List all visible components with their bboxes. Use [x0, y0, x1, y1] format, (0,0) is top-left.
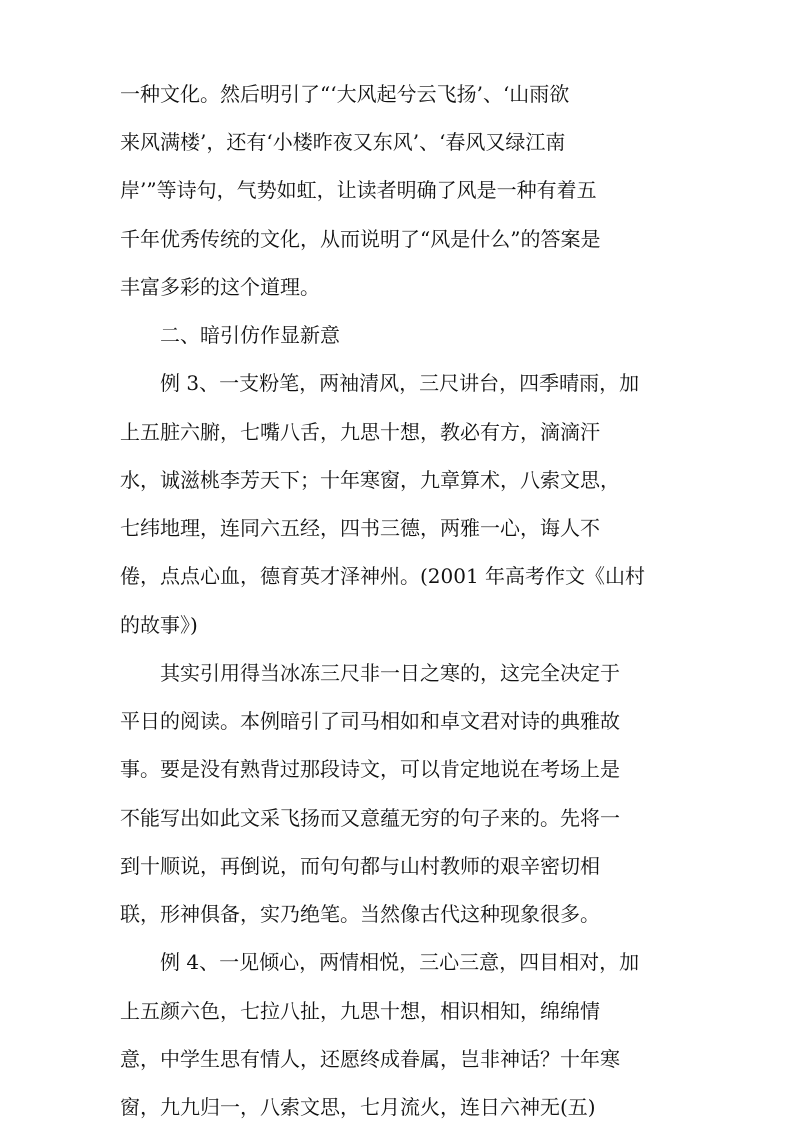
text-line: 其实引用得当冰冻三尺非一日之寒的，这完全决定于: [120, 660, 620, 685]
text-line: 水，诚滋桃李芳天下；十年寒窗，九章算术，八索文思，: [120, 467, 620, 492]
text-line: 平日的阅读。本例暗引了司马相如和卓文君对诗的典雅故: [120, 709, 620, 734]
text-line: 来风满楼’，还有‘小楼昨夜又东风’、‘春风又绿江南: [120, 130, 566, 155]
text-line: 事。要是没有熟背过那段诗文，可以肯定地说在考场上是: [120, 757, 620, 782]
text-line: 不能写出如此文采飞扬而又意蕴无穷的句子来的。先将一: [120, 805, 620, 830]
text-line: 的故事》): [120, 612, 198, 637]
text-line: 七纬地理，连同六五经，四书三德，两雅一心，诲人不: [120, 516, 600, 541]
text-line: 一种文化。然后明引了“‘大风起兮云飞扬’、‘山雨欲: [120, 82, 570, 106]
text-line: 千年优秀传统的文化，从而说明了“风是什么”的答案是: [120, 226, 601, 251]
text-line: 到十顺说，再倒说，而句句都与山村教师的艰辛密切相: [120, 853, 600, 878]
text-line: 上五颜六色，七拉八扯，九思十想，相识相知，绵绵情: [120, 998, 600, 1023]
text-line: 例 3、一支粉笔，两袖清风，三尺讲台，四季晴雨，加: [120, 371, 640, 396]
section-heading: 二、暗引仿作显新意: [120, 323, 340, 348]
text-line: 丰富多彩的这个道理。: [120, 274, 320, 299]
text-line: 岸’”等诗句，气势如虹，让读者明确了风是一种有着五: [120, 178, 597, 203]
text-line: 上五脏六腑，七嘴八舌，九思十想，教必有方，滴滴汗: [120, 419, 600, 444]
text-line: 例 4、一见倾心，两情相悦，三心三意，四目相对，加: [120, 950, 640, 975]
text-line: 窗，九九归一，八索文思，七月流火，连日六神无(五): [120, 1095, 596, 1119]
text-line: 倦，点点心血，德育英才泽神州。(2001 年高考作文《山村: [120, 564, 646, 589]
text-line: 意，中学生思有情人，还愿终成眷属，岂非神话？十年寒: [120, 1046, 620, 1071]
text-line: 联，形神俱备，实乃绝笔。当然像古代这种现象很多。: [120, 902, 600, 927]
